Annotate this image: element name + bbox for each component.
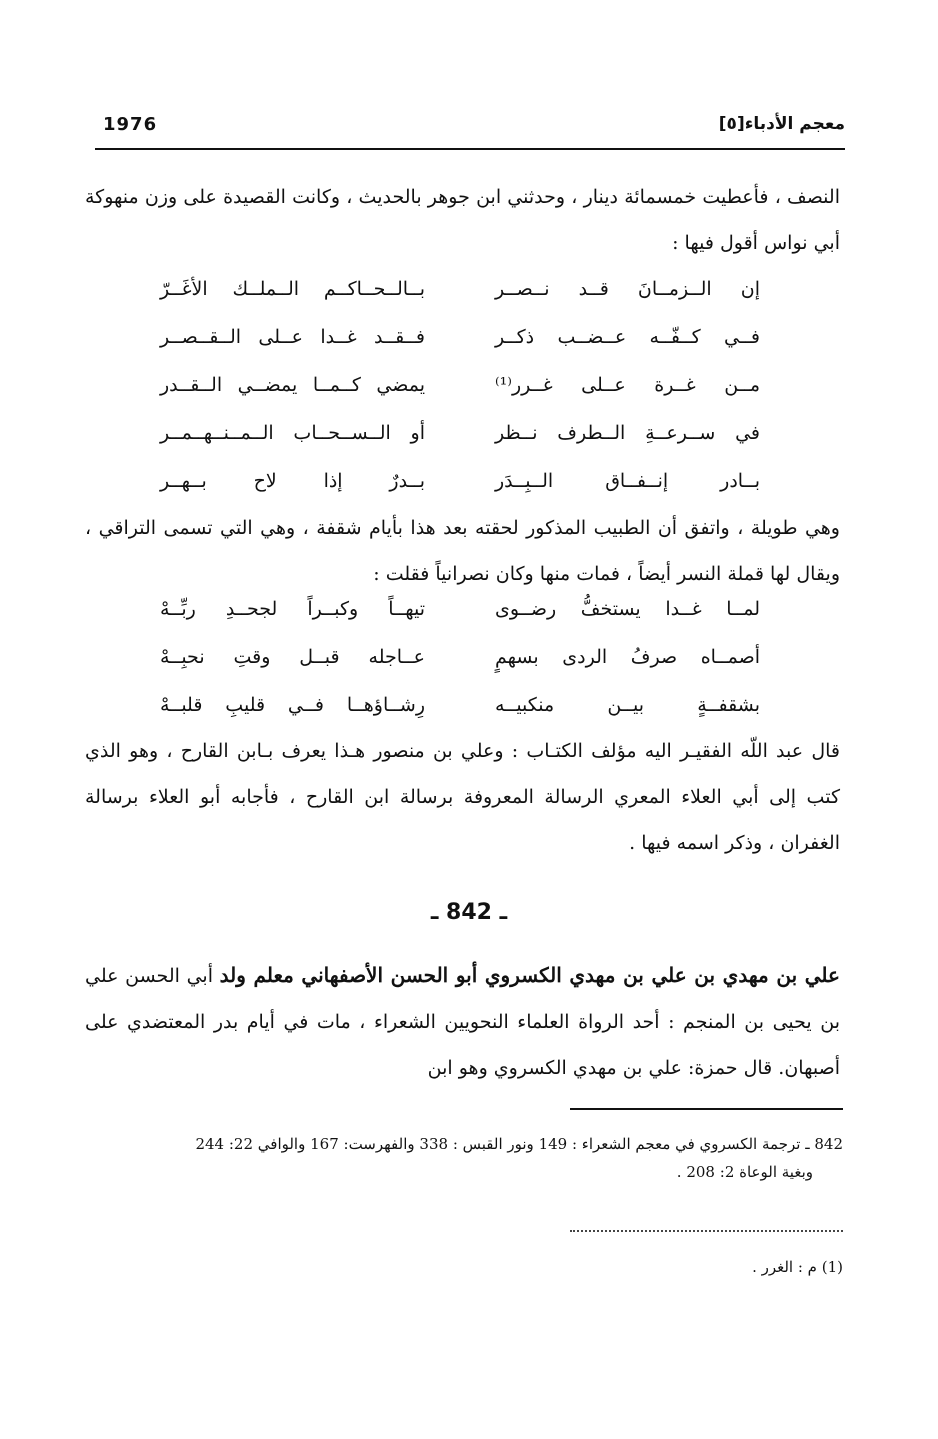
paragraph-intro: النصف ، فأعطيت خمسمائة دينار ، وحدثني ابن جوهر بالحديث ، وكانت القصيدة على وزن منهوكة أبي نواس أقول فيها : — [85, 186, 840, 254]
hemistich-second: أو الــســحــاب الــمــنــهــمــر — [160, 422, 425, 444]
variant-note: (1) م : الغرر . — [752, 1258, 843, 1276]
paragraph-author-note: قال عبد اللّه الفقيـر اليه مؤلف الكتـاب : وعلي بن منصور هـذا يعرف بـابن القارح ، وهو الذي كتب إلى أبي العلاء المعري الرسالة المعروفة برسالة ابن القارح ، فأجابه أبو العلاء برسالة الغفران ، وذكر اسمه فيها . — [85, 740, 840, 854]
hemistich-second: بــالــحــاكــم الــملــك الأغَــرّ — [160, 278, 425, 300]
biography-entry — [85, 952, 840, 1091]
poem-second — [160, 590, 760, 734]
hemistich-second: بــدرٌ إذا لاح بــهــر — [160, 470, 425, 492]
hemistich-second: عــاجله قبــل وقتِ نحبِــهْ — [160, 646, 425, 668]
verse — [160, 462, 760, 510]
footnote-line: وبغية الوعاة 2: 208 . — [676, 1163, 813, 1181]
verse — [160, 590, 760, 638]
hemistich-first: لمــا غــدا يستخفُّ رضــوى — [495, 598, 760, 620]
hemistich-first: في ســرعــةِ الــطرف نــظر — [495, 422, 760, 444]
verse — [160, 414, 760, 462]
page-number: 1976 — [103, 114, 158, 135]
page-header — [95, 112, 845, 146]
verse — [160, 270, 760, 318]
hemistich-first: أصمــاه صرفُ الردى بسهمٍ — [495, 646, 760, 668]
hemistich-second: رِشــاؤهــا فــي قليبِ قلبــهْ — [160, 694, 425, 716]
hemistich-second: يمضي كــمــا يمضــي الــقــدر — [160, 374, 425, 396]
verse — [160, 318, 760, 366]
hemistich-first: إن الــزمــانَ قــد نــصــر — [495, 278, 760, 300]
running-title: معجم الأدباء[٥] — [718, 114, 845, 134]
verse — [160, 366, 760, 414]
hemistich-first: بــادر إنــفــاق الــبِــدَر — [495, 470, 760, 492]
biography-name: علي بن مهدي بن علي بن مهدي الكسروي أبو الحسن الأصفهاني معلم ولد — [219, 963, 840, 987]
footnote-rule — [570, 1108, 843, 1110]
entry-number: ـ 842 ـ — [430, 900, 508, 925]
paragraph-narrative: وهي طويلة ، واتفق أن الطبيب المذكور لحقته بعد هذا بأيام شقفة ، وهي التي تسمى التراقي ، ويقال لها قملة النسر أيضاً ، فمات منها وكان نصرانياً فقلت : — [85, 517, 840, 585]
footnote-line: 842 ـ ترجمة الكسروي في معجم الشعراء : 149 ونور القبس : 338 والفهرست: 167 والوافي 22: 244 — [195, 1135, 843, 1153]
hemistich-first: مــن غــرة عــلى غــرر⁽¹⁾ — [495, 374, 760, 396]
poem-first — [160, 270, 760, 510]
note-divider — [570, 1230, 843, 1232]
verse — [160, 638, 760, 686]
hemistich-second: تيهــاً وكبــراً لجحــدِ ربِّــهْ — [160, 598, 425, 620]
footnote — [95, 1130, 843, 1186]
hemistich-second: فــقــد غــدا عــلى الــقــصــر — [160, 326, 425, 348]
biography-text: أبي الحسن علي بن يحيى بن المنجم : أحد الرواة العلماء النحويين الشعراء ، مات في أيام بدر المعتضدي على أصبهان. قال حمزة: علي بن مهدي الكسروي وهو ابن — [85, 965, 840, 1079]
header-rule — [95, 148, 845, 150]
verse — [160, 686, 760, 734]
hemistich-first: فــي كــفّــه عــضــب ذكــر — [495, 326, 760, 348]
hemistich-first: بشقفــةٍ بيــن منكبيــه — [495, 694, 760, 716]
